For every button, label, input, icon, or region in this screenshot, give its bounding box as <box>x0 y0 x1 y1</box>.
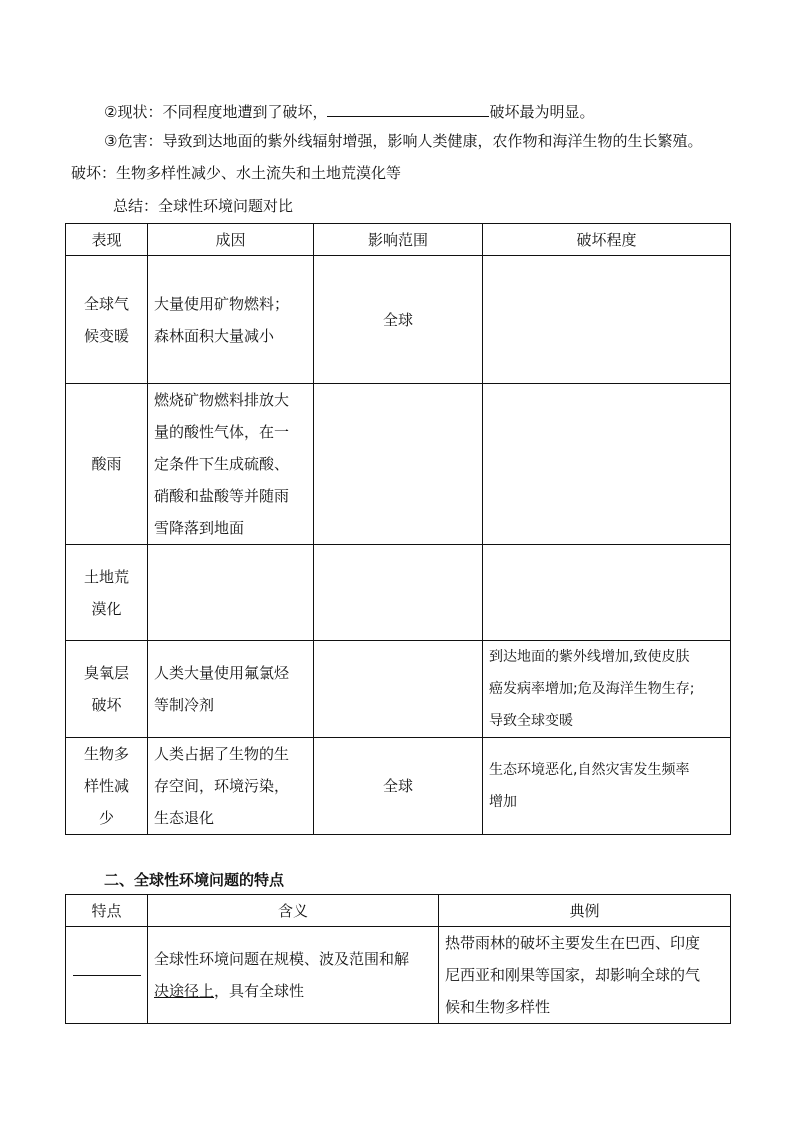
scope-cell <box>314 641 483 738</box>
table-row <box>66 545 731 641</box>
header-cell: 特点 <box>66 895 148 927</box>
cause-text: 定条件下生成硫酸、 <box>154 455 290 473</box>
cause-text: 量的酸性气体，在一 <box>154 423 290 441</box>
issue-text: 少 <box>98 809 114 827</box>
summary-line: 总结：全球性环境问题对比 <box>113 197 294 215</box>
issue-cell <box>66 738 148 835</box>
table-header-row <box>66 895 731 927</box>
damage-text: 导致全球变暖 <box>489 713 573 729</box>
damage-cell <box>483 738 731 835</box>
damage-text: 生态环境恶化,自然灾害发生频率 <box>489 762 690 778</box>
cause-text: 等制冷剂 <box>154 696 215 714</box>
damage-cell <box>483 641 731 738</box>
status-blank <box>327 100 489 117</box>
damage-text: 癌发病率增加;危及海洋生物生存; <box>489 681 695 697</box>
issue-text: 臭氧层 <box>83 664 129 682</box>
cause-text: 燃烧矿物燃料排放大 <box>154 391 290 409</box>
table-row <box>66 256 731 384</box>
cause-cell <box>148 384 314 545</box>
damage-cell <box>483 256 731 384</box>
issue-text: 全球气 <box>83 294 129 313</box>
header-cell: 影响范围 <box>314 224 483 256</box>
features-table <box>65 894 731 1024</box>
status-suffix: 破坏最为明显。 <box>489 103 595 121</box>
meaning-text: 全球性环境问题在规模、波及范围和解 <box>154 950 410 968</box>
issue-text: 样性减 <box>83 777 129 795</box>
cause-text: 雪降落到地面 <box>154 519 245 537</box>
example-cell <box>439 927 731 1024</box>
header-cell: 表现 <box>66 224 148 256</box>
comparison-table <box>65 223 731 835</box>
status-line <box>104 100 594 122</box>
cause-cell <box>148 545 314 641</box>
meaning-underlined-text: 决途径上 <box>154 982 215 1000</box>
cause-text: 生态退化 <box>154 809 215 827</box>
damage-text: 到达地面的紫外线增加,致使皮肤 <box>489 649 690 665</box>
cause-cell <box>148 738 314 835</box>
damage-cell <box>483 384 731 545</box>
cause-cell <box>148 641 314 738</box>
meaning-cell <box>148 927 439 1024</box>
harm-line: ③危害：导致到达地面的紫外线辐射增强，影响人类健康，农作物和海洋生物的生长繁殖。 <box>104 132 703 150</box>
cause-text: 人类占据了生物的生 <box>154 745 290 763</box>
issue-text: 生物多 <box>83 745 129 763</box>
table-row <box>66 641 731 738</box>
header-cell: 成因 <box>148 224 314 256</box>
issue-cell: 酸雨 <box>66 384 148 545</box>
cause-text: 人类大量使用氟氯烃 <box>154 664 290 682</box>
damage-line: 破坏：生物多样性减少、水土流失和土地荒漠化等 <box>71 164 402 182</box>
header-cell: 典例 <box>439 895 731 927</box>
issue-text: 破坏 <box>91 696 122 714</box>
scope-cell <box>314 545 483 641</box>
scope-cell <box>314 384 483 545</box>
meaning-text: ，具有全球性 <box>214 982 305 1000</box>
table-row <box>66 384 731 545</box>
header-cell: 含义 <box>148 895 439 927</box>
status-prefix: ②现状：不同程度地遭到了破坏， <box>104 103 328 121</box>
example-text: 候和生物多样性 <box>445 998 551 1016</box>
damage-text: 增加 <box>489 794 517 810</box>
damage-cell <box>483 545 731 641</box>
issue-cell <box>66 545 148 641</box>
section-title: 二、全球性环境问题的特点 <box>104 871 285 889</box>
issue-text: 漠化 <box>91 599 122 618</box>
scope-cell: 全球 <box>314 256 483 384</box>
scope-cell: 全球 <box>314 738 483 835</box>
header-cell: 破坏程度 <box>483 224 731 256</box>
example-text: 热带雨林的破坏主要发生在巴西、印度 <box>445 934 701 952</box>
table-header-row <box>66 224 731 256</box>
issue-cell <box>66 256 148 384</box>
cause-cell <box>148 256 314 384</box>
table-row <box>66 927 731 1024</box>
cause-text: 存空间，环境污染， <box>154 777 290 795</box>
issue-cell <box>66 641 148 738</box>
cause-text: 森林面积大量减小 <box>154 326 275 345</box>
feature-blank-cell <box>66 927 148 1024</box>
issue-text: 候变暖 <box>83 326 129 345</box>
feature-blank <box>73 975 141 976</box>
cause-text: 硝酸和盐酸等并随雨 <box>154 487 290 505</box>
example-text: 尼西亚和刚果等国家，却影响全球的气 <box>445 966 701 984</box>
table-row <box>66 738 731 835</box>
cause-text: 大量使用矿物燃料； <box>154 294 290 313</box>
issue-text: 土地荒 <box>83 567 129 586</box>
